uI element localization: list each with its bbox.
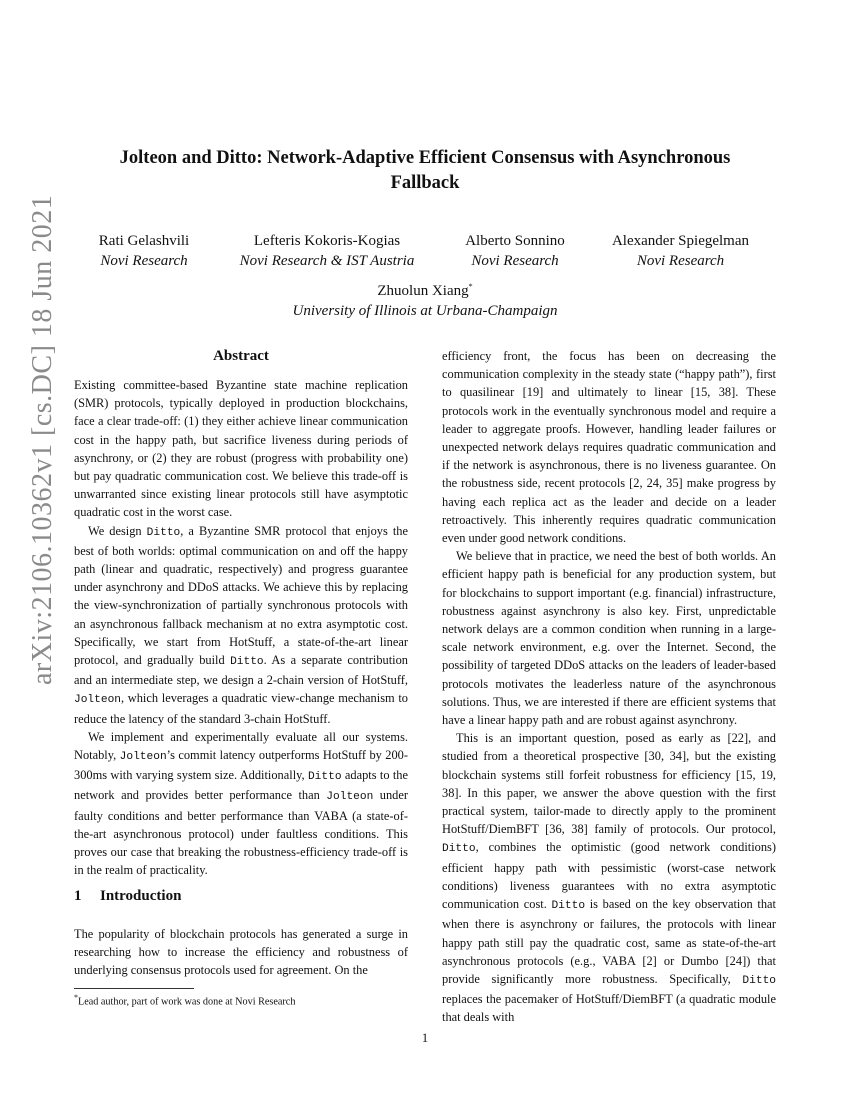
abstract-paragraph <box>74 728 408 880</box>
title-line-1: Jolteon and Ditto: Network-Adaptive Efficient Consensus with Asynchronous <box>119 148 731 168</box>
system-name: Ditto <box>146 526 181 539</box>
author-block <box>74 231 214 271</box>
text-run: ’s commit latency outperforms HotStuff by 200-300ms with varying system size. Additionally, <box>74 748 408 783</box>
system-name: Ditto <box>742 974 776 987</box>
body-paragraph: efficiency front, the focus has been on decreasing the communication complexity in the steady state (“happy path”), first to quasilinear [19] and ultimately to linear [15, 38]. These protocols work in the eventually synchronous model and require a leader to aggregate proofs. However, handling leader failures or unexpected network delays requires quadratic communication and if the network is asynchronous, there is no liveness guarantee. On the robustness side, recent protocols [2, 24, 35] make progress by having each replica act as the leader and decide on a leader retroactively. This inherently requires quadratic communication even under good network conditions. <box>442 349 776 546</box>
text-run: under faulty conditions and better performance than VABA (a state-of-the-art asynchronous protocol) under faultless conditions. This proves our case that breaking the robustness-efficiency trade-off is in the realm of practicality. <box>74 788 409 878</box>
author-name: Alberto Sonnino <box>465 233 565 249</box>
text-run: , a Byzantine SMR protocol that enjoys the best of both worlds: optimal communication on and off the happy path (linear and quadratic, respectively) and progress guarantee under asynchrony and DDoS attacks. We achieve this by replacing the view-synchronization of partially synchronous protocols with an asynchronous fallback mechanism at no extra asymptotic cost. Specifically, we start from HotStuff, a state-of-the-art linear protocol, and gradually build <box>74 523 408 668</box>
text-run: We design <box>88 523 147 538</box>
author-name: Lefteris Kokoris-Kogias <box>253 233 401 249</box>
system-name: Jolteon <box>326 791 374 804</box>
intro-paragraph: The popularity of blockchain protocols has generated a surge in researching how to increase the efficiency and robustness of underlying consensus protocols used for agreement. On the <box>74 927 408 978</box>
system-name: Ditto <box>442 843 476 856</box>
footnote-mark: * <box>74 993 78 1002</box>
body-paragraph <box>442 729 776 1026</box>
system-name: Jolteon <box>74 694 121 707</box>
page-number: 1 <box>421 1031 429 1045</box>
body-paragraph: We believe that in practice, we need the best of both worlds. An efficient happy path is beneficial for any production system, but for blockchains to support important (e.g. financial) infrastructure, robustness against asynchrony is also key. First, unpredictable network delays are a common condition when running in a large-scale network environment, e.g. over the Internet. Second, the possibility of targeted DDoS attacks on the leaders of leader-based protocols motivates the leaderless nature of the asynchronous solutions. Thus, we are interested if there are efficient systems that have a linear happy path and are robust against asynchrony. <box>442 549 776 728</box>
author-affiliation: Novi Research <box>471 253 559 269</box>
abstract-body <box>74 376 408 879</box>
author-footnote-mark: * <box>468 282 473 291</box>
text-run: This is an important question, posed as early as [22], and studied from a theoretical prospective [30, 34], but the existing blockchain systems still forfeit robustness for efficiency [15, 19, 38]. In this paper, we answer the above question with the first practical system, tailor-made to directly apply to the prominent HotStuff/DiemBFT [36, 38] family of protocols. Our protocol, <box>442 731 776 837</box>
text-run: adapts to the network and provides better performance than <box>74 768 408 803</box>
author-block <box>440 231 590 271</box>
section-number: 1 <box>74 888 82 904</box>
system-name: Ditto <box>551 900 586 913</box>
system-name: Ditto <box>307 771 342 784</box>
arxiv-stamp <box>16 194 76 685</box>
author-affiliation: Novi Research <box>100 253 188 269</box>
author-name: Rati Gelashvili <box>98 233 190 249</box>
abstract-paragraph <box>74 522 408 728</box>
author-block <box>250 277 600 321</box>
footnote-divider <box>74 988 194 989</box>
arxiv-identifier: arXiv:2106.10362v1 [cs.DC] 18 Jun 2021 <box>27 194 58 685</box>
footnote-text: Lead author, part of work was done at Novi Research <box>78 996 296 1008</box>
footnote <box>74 991 295 1008</box>
system-name: Ditto <box>230 656 264 669</box>
title-line-2: Fallback <box>390 173 460 193</box>
intro-body <box>74 925 408 980</box>
text-run: is based on the key observation that when there is asynchrony or failures, the protocols with linear happy path still pay the quadratic cost, same as state-of-the-art asynchronous protocols (e.g., VABA [2] or Dumbo [24]) that provide significantly more robustness. Specifically, <box>442 897 776 986</box>
author-affiliation: Novi Research <box>636 253 725 269</box>
author-block <box>222 231 432 271</box>
paper-title <box>80 146 770 196</box>
text-run: . As a separate contribution and an intermediate step, we design a 2-chain version of HotStuff, <box>74 653 408 688</box>
author-affiliation: Novi Research & IST Austria <box>239 253 415 269</box>
text-run: , combines the optimistic (good network conditions) efficient happy path with pessimistic (worst-case network conditions) liveness guarantees with no extra asymptotic communication cost. <box>442 840 776 912</box>
system-name: Jolteon <box>119 751 167 764</box>
text-run: We implement and experimentally evaluate all our systems. Notably, <box>74 729 408 763</box>
author-block <box>598 231 763 271</box>
author-affiliation: University of Illinois at Urbana-Champaign <box>292 303 558 319</box>
abstract-heading: Abstract <box>213 348 269 364</box>
abstract-paragraph: Existing committee-based Byzantine state machine replication (SMR) protocols, typically deployed in production blockchains, face a clear trade-off: (1) they either achieve linear communication cost in the happy path, but sacrifice liveness during periods of asynchrony, or (2) they are robust (progress with probability one) but pay quadratic communication cost. We believe this trade-off is unwarranted since existing linear protocols still have asymptotic quadratic cost in the worst case. <box>74 378 408 520</box>
section-heading <box>74 888 181 905</box>
author-name: Zhuolun Xiang* <box>377 282 473 299</box>
text-run: replaces the pacemaker of HotStuff/DiemBFT (a quadratic module that deals with <box>442 992 776 1025</box>
right-column <box>442 347 776 1027</box>
author-name: Alexander Spiegelman <box>611 233 750 249</box>
section-title: Introduction <box>100 888 182 904</box>
text-run: , which leverages a quadratic view-change mechanism to reduce the latency of the standard 3-chain HotStuff. <box>74 691 408 726</box>
